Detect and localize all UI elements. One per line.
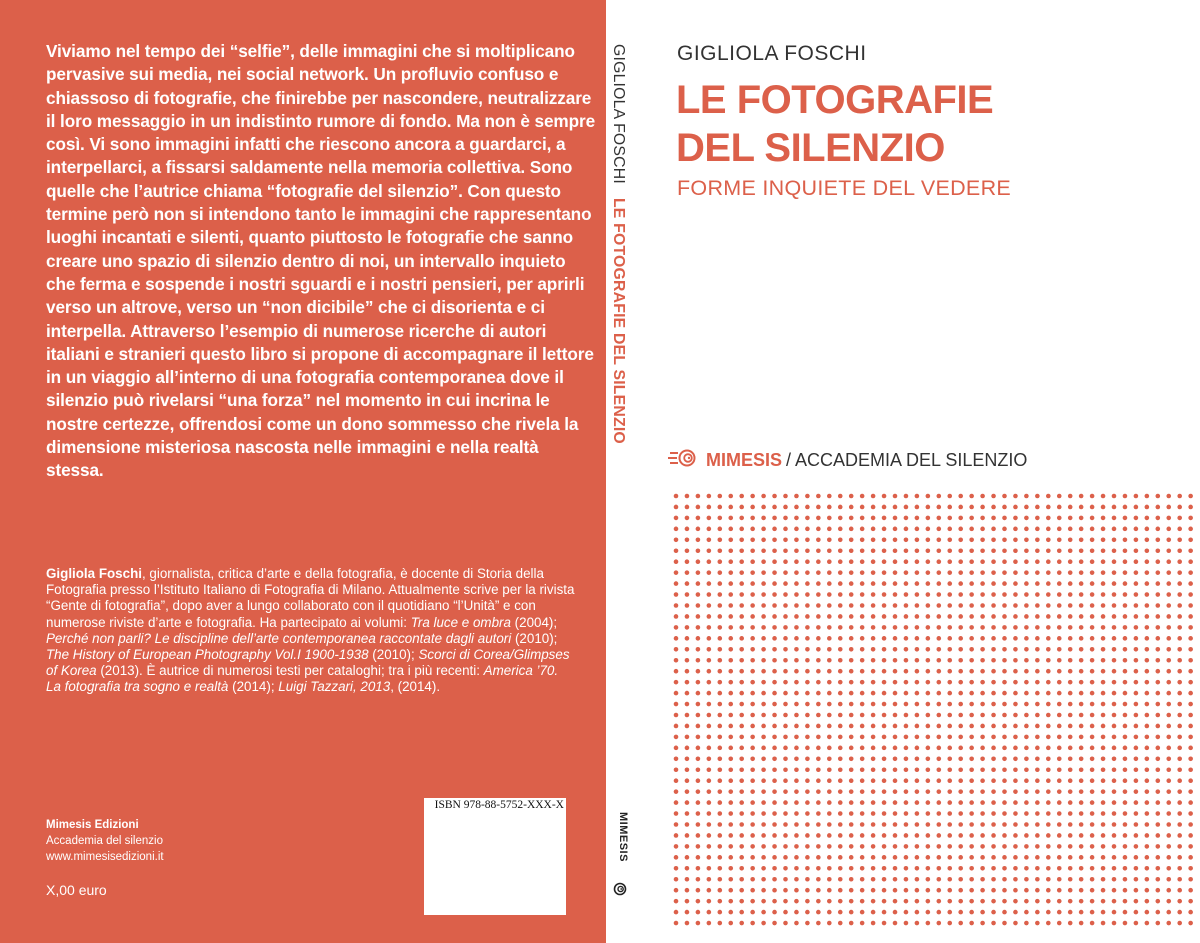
bio-work-title: Luigi Tazzari, 2013 (278, 679, 391, 695)
spine-publisher: MIMESIS (617, 812, 629, 862)
author-bio (46, 566, 576, 696)
spine-text (609, 44, 627, 444)
spine-author: GIGLIOLA FOSCHI (610, 44, 627, 184)
front-title-line-1: LE FOTOGRAFIE (676, 78, 994, 122)
bio-text: (2014); (228, 679, 279, 695)
series-name: Accademia del silenzio (46, 835, 163, 847)
back-cover-blurb: Viviamo nel tempo dei “selfie”, delle immagini che si moltiplicano pervasive sui media, nei social network. Un profluvio confuso e chiassoso di fotografie, che finirebbe per nascondere, neutralizzare il loro messaggio in un indistinto rumore di fondo. Ma non è sempre così. Vi sono immagini infatti che riescono ancora a guardarci, a interpellarci, a fissarsi saldamente nella memoria collettiva. Sono quelle che l’autrice chiama “fotografie del silenzio”. Con questo termine però non si intendono tanto le immagini che rappresentano luoghi incantati e silenti, quanto piuttosto le fotografie che sanno creare uno spazio di silenzio dentro di noi, un intervallo inquieto che ferma e sospende i nostri sguardi e i nostri pensieri, per aprirli verso un altrove, verso un “non dicibile” che ci disorienta e ci interpella. Attraverso l’esempio di numerose ricerche di autori italiani e stranieri questo libro si propone di accompagnare il lettore in un viaggio all’interno di una fotografia contemporanea dove il silenzio può rivelarsi “una forza” nel momento in cui incrina le nostre certezze, offrendosi come un dono sommesso che rivela la dimensione misteriosa nascosta nelle immagini e nella realtà stessa. (46, 41, 596, 481)
bio-work-title: Tra luce e ombra (410, 614, 511, 630)
bio-work-title: Scorci di Corea/Glimpses of Korea (46, 647, 570, 679)
bio-text: (2010); (368, 647, 419, 663)
isbn-text: ISBN 978-88-5752-XXX-X (434, 799, 564, 811)
publisher-info (46, 817, 164, 865)
spine-title: LE FOTOGRAFIE DEL SILENZIO (610, 197, 627, 444)
price: X,00 euro (46, 882, 107, 898)
bio-text: (2010); (511, 630, 558, 646)
bio-text: (2013). È autrice di numerosi testi per cataloghi; tra i più recenti: (96, 663, 484, 679)
front-author: GIGLIOLA FOSCHI (677, 42, 867, 65)
series-separator: / (786, 450, 792, 470)
bio-work-title: Perché non parli? Le discipline dell’arte contemporanea raccontate dagli autori (46, 630, 512, 646)
publisher-name: Mimesis Edizioni (46, 819, 139, 831)
front-subtitle: FORME INQUIETE DEL VEDERE (677, 176, 1012, 200)
dot-grid-pattern (673, 493, 1200, 938)
bio-text: , giornalista, critica d’arte e della fotografia, è docente di Storia della Fotografia presso l’Istituto Italiano di Fotografia di Milano. Attualmente scrive per la rivista “Gente di fotografia”, dopo aver a lungo collaborato con il quotidiano “l’Unità” e con numerose riviste d’arte e fotografia. Ha partecipato ai volumi: (46, 566, 575, 630)
front-title-line-2: DEL SILENZIO (676, 126, 945, 170)
spiral-logo-icon (613, 882, 627, 896)
series-name: ACCADEMIA DEL SILENZIO (795, 450, 1028, 470)
series-publisher: MIMESIS (706, 450, 783, 470)
series-line (706, 448, 1027, 472)
publisher-website: www.mimesisedizioni.it (46, 851, 164, 863)
spiral-logo-icon (668, 448, 698, 468)
bio-author-name: Gigliola Foschi (46, 566, 142, 581)
bio-work-title: The History of European Photography Vol.I 1900-1938 (46, 647, 369, 663)
isbn-box (424, 798, 566, 915)
bio-text: , (2014). (390, 679, 441, 695)
bio-text: (2004); (510, 614, 558, 630)
bio-work-title: America ’70. La fotografia tra sogno e realtà (46, 663, 559, 695)
